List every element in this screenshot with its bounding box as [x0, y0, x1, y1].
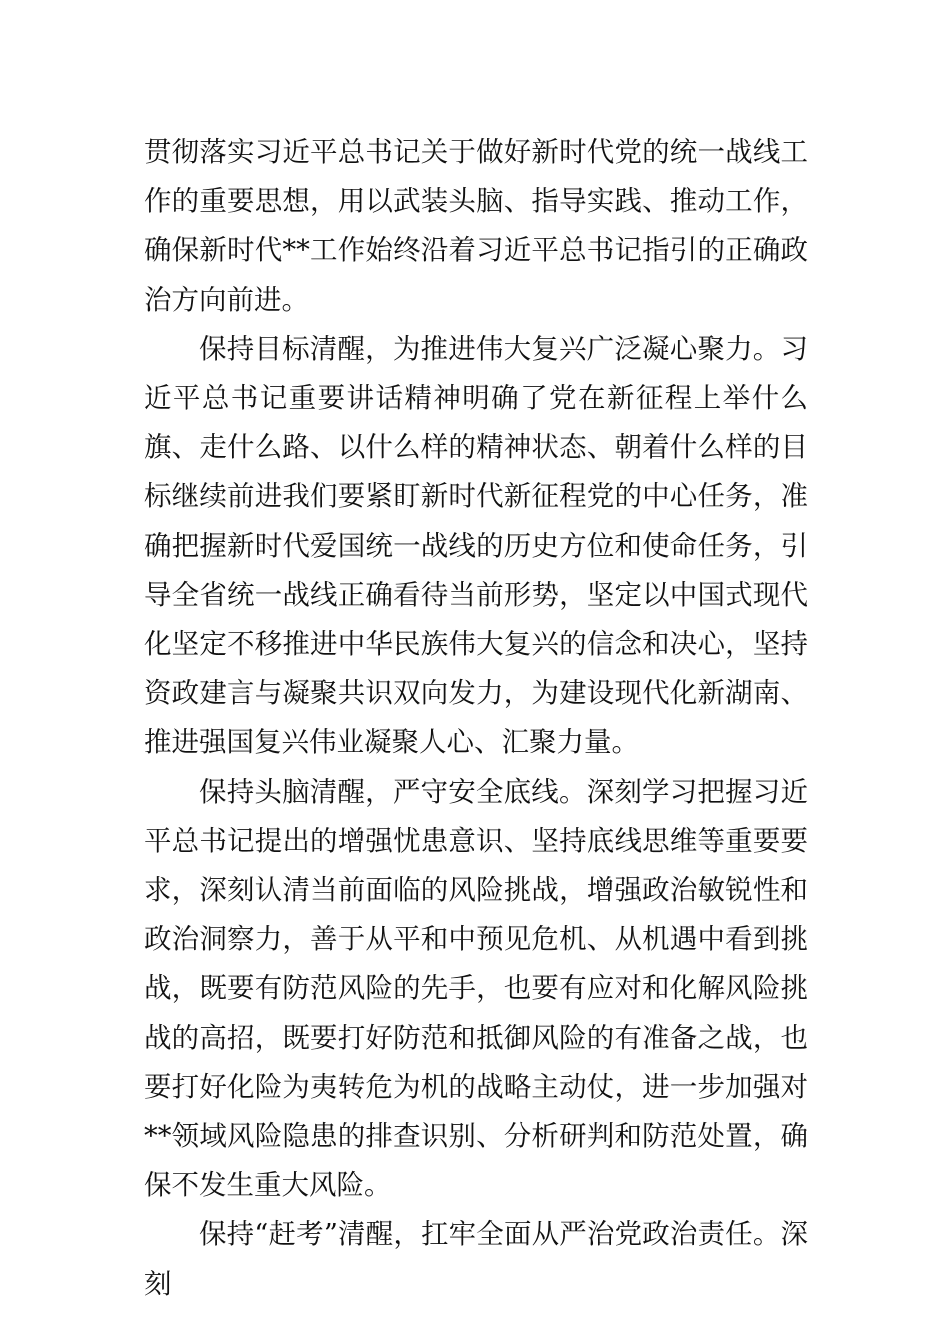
- paragraph-3: 保持头脑清醒，严守安全底线。深刻学习把握习近平总书记提出的增强忧患意识、坚持底线思维等重要要求，深刻认清当前面临的风险挑战，增强政治敏锐性和政治洞察力，善于从平和中预见危机、从机遇中看到挑战，既要有防范风险的先手，也要有应对和化解风险挑战的高招，既要打好防范和抵御风险的有准备之战，也要打好化险为夷转危为机的战略主动仗，进一步加强对**领域风险隐患的排查识别、分析研判和防范处置，确保不发生重大风险。: [144, 775, 808, 1202]
- document-body: [144, 128, 808, 1309]
- paragraph-1: 贯彻落实习近平总书记关于做好新时代党的统一战线工作的重要思想，用以武装头脑、指导实践、推动工作，确保新时代**工作始终沿着习近平总书记指引的正确政治方向前进。: [144, 136, 808, 316]
- paragraph-4: 保持“赶考”清醒，扛牢全面从严治党政治责任。深刻: [144, 1218, 808, 1300]
- paragraph-2: 保持目标清醒，为推进伟大复兴广泛凝心聚力。习近平总书记重要讲话精神明确了党在新征程上举什么旗、走什么路、以什么样的精神状态、朝着什么样的目标继续前进我们要紧盯新时代新征程党的中心任务，准确把握新时代爱国统一战线的历史方位和使命任务，引导全省统一战线正确看待当前形势，坚定以中国式现代化坚定不移推进中华民族伟大复兴的信念和决心，坚持资政建言与凝聚共识双向发力，为建设现代化新湖南、推进强国复兴伟业凝聚人心、汇聚力量。: [144, 332, 808, 759]
